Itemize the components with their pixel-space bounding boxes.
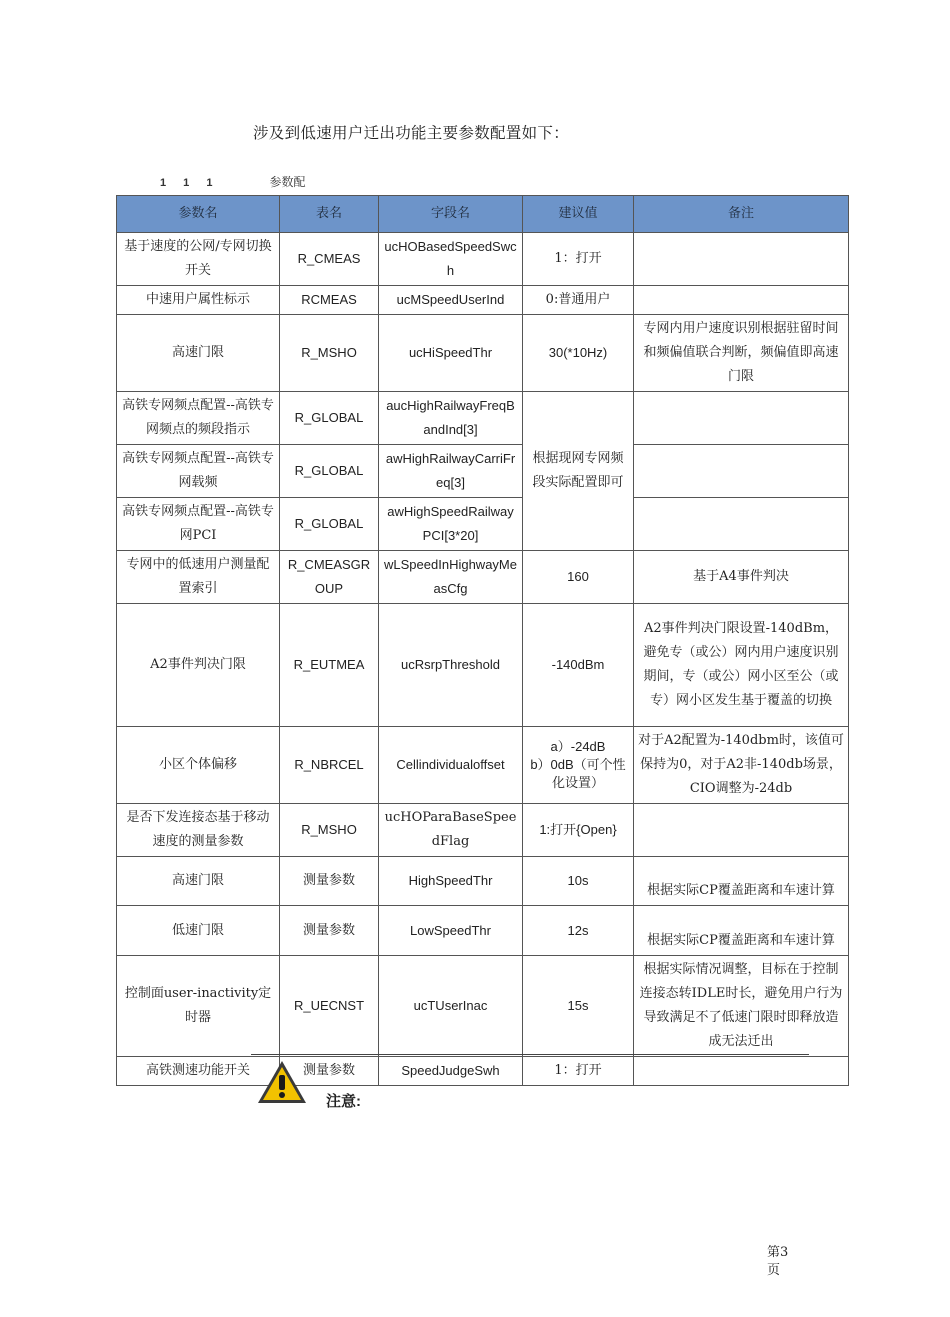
field-name: ucMSpeedUserInd [379, 286, 523, 315]
field-name: Cellindividualoffset [379, 727, 523, 804]
param-name: 高铁专网频点配置--高铁专网载频 [117, 445, 280, 498]
param-name: 专网中的低速用户测量配置索引 [117, 551, 280, 604]
table-header-row [117, 196, 849, 233]
table-name: R_EUTMEA [280, 604, 379, 727]
remark [634, 392, 849, 445]
header-field-name: 字段名 [379, 196, 523, 233]
table-row [117, 498, 849, 551]
param-name: 控制面user-inactivity定时器 [117, 956, 280, 1057]
table-row [117, 286, 849, 315]
remark [634, 1057, 849, 1086]
table-name: R_MSHO [280, 315, 379, 392]
field-name: SpeedJudgeSwh [379, 1057, 523, 1086]
param-name: 小区个体偏移 [117, 727, 280, 804]
table-row [117, 233, 849, 286]
suggested-value: 30(*10Hz) [523, 315, 634, 392]
field-name: HighSpeedThr [379, 857, 523, 906]
header-remark: 备注 [634, 196, 849, 233]
remark [634, 286, 849, 315]
section-number: 1 1 1 [160, 177, 220, 189]
table-row [117, 392, 849, 445]
remark: 根据实际情况调整，目标在于控制连接态转IDLE时长，避免用户行为导致满足不了低速门限时即释放造成无法迁出 [634, 956, 849, 1057]
remark: 基于A4事件判决 [634, 551, 849, 604]
suggested-value: 10s [523, 857, 634, 906]
intro-text: 涉及到低速用户迁出功能主要参数配置如下： [253, 124, 570, 142]
suggested-value: -140dBm [523, 604, 634, 727]
suggested-value: 根据现网专网频段实际配置即可 [523, 392, 634, 551]
suggested-value: 12s [523, 906, 634, 956]
field-name: wLSpeedInHighwayMeasCfg [379, 551, 523, 604]
suggested-value: 15s [523, 956, 634, 1057]
table-row [117, 857, 849, 906]
field-name: aucHighRailwayFreqBandInd[3] [379, 392, 523, 445]
remark: 对于A2配置为-140dbm时，该值可保持为0，对于A2非-140db场景，CIO调整为-24db [634, 727, 849, 804]
header-table-name: 表名 [280, 196, 379, 233]
param-name: 高铁测速功能开关 [117, 1057, 280, 1086]
field-name: ucTUserInac [379, 956, 523, 1057]
field-name: awHighRailwayCarriFreq[3] [379, 445, 523, 498]
page-number: 第3页 [767, 1245, 789, 1278]
remark [634, 804, 849, 857]
table-name: R_UECNST [280, 956, 379, 1057]
param-name: 高铁专网频点配置--高铁专网频点的频段指示 [117, 392, 280, 445]
param-name: 高速门限 [117, 315, 280, 392]
remark: 根据实际CP覆盖距离和车速计算 [634, 857, 849, 906]
remark: 专网内用户速度识别根据驻留时间和频偏值联合判断，频偏值即高速门限 [634, 315, 849, 392]
table-row [117, 445, 849, 498]
param-name: 高速门限 [117, 857, 280, 906]
table-row [117, 551, 849, 604]
suggested-value: 1:打开{Open} [523, 804, 634, 857]
table-row [117, 604, 849, 727]
param-name: 高铁专网频点配置--高铁专网PCI [117, 498, 280, 551]
warning-triangle-icon [256, 1058, 308, 1110]
table-name: R_MSHO [280, 804, 379, 857]
remark [634, 233, 849, 286]
table-name: R_GLOBAL [280, 498, 379, 551]
field-name: ucHiSpeedThr [379, 315, 523, 392]
remark [634, 498, 849, 551]
table-row [117, 727, 849, 804]
table-name: R_CMEAS [280, 233, 379, 286]
table-name: R_NBRCEL [280, 727, 379, 804]
suggested-value: 1：打开 [523, 233, 634, 286]
remark: A2事件判决门限设置-140dBm，避免专（或公）网内用户速度识别期间，专（或公）网小区至公（或专）网小区发生基于覆盖的切换 [634, 604, 849, 727]
header-suggested-value: 建议值 [523, 196, 634, 233]
field-name: ucHOParaBaseSpeedFlag [379, 804, 523, 857]
suggested-value-a: a）-24dB [550, 739, 606, 754]
note-label: 注意: [326, 1093, 361, 1110]
header-param-name: 参数名 [117, 196, 280, 233]
suggested-value [523, 727, 634, 804]
param-name: 是否下发连接态基于移动速度的测量参数 [117, 804, 280, 857]
suggested-value-b: b）0dB（可个性化设置） [530, 757, 626, 790]
table-name: 测量参数 [280, 906, 379, 956]
section-title: 参数配 [269, 175, 306, 189]
divider-line [251, 1054, 809, 1055]
field-name: LowSpeedThr [379, 906, 523, 956]
table-name: 测量参数 [280, 1057, 379, 1086]
remark [634, 445, 849, 498]
suggested-value: 1：打开 [523, 1057, 634, 1086]
table-name: R_GLOBAL [280, 392, 379, 445]
table-row [117, 1057, 849, 1086]
field-name: ucHOBasedSpeedSwch [379, 233, 523, 286]
table-name: R_CMEASGROUP [280, 551, 379, 604]
suggested-value: 0:普通用户 [523, 286, 634, 315]
param-name: 基于速度的公网/专网切换开关 [117, 233, 280, 286]
table-row [117, 956, 849, 1057]
table-name: R_GLOBAL [280, 445, 379, 498]
suggested-value: 160 [523, 551, 634, 604]
table-name: RCMEAS [280, 286, 379, 315]
param-name: 低速门限 [117, 906, 280, 956]
table-row [117, 315, 849, 392]
remark: 根据实际CP覆盖距离和车速计算 [634, 906, 849, 956]
parameter-table [116, 195, 849, 1086]
table-name: 测量参数 [280, 857, 379, 906]
param-name: 中速用户属性标示 [117, 286, 280, 315]
section-heading [160, 173, 305, 190]
table-row [117, 804, 849, 857]
field-name: ucRsrpThreshold [379, 604, 523, 727]
field-name: awHighSpeedRailwayPCI[3*20] [379, 498, 523, 551]
param-name: A2事件判决门限 [117, 604, 280, 727]
table-row [117, 906, 849, 956]
